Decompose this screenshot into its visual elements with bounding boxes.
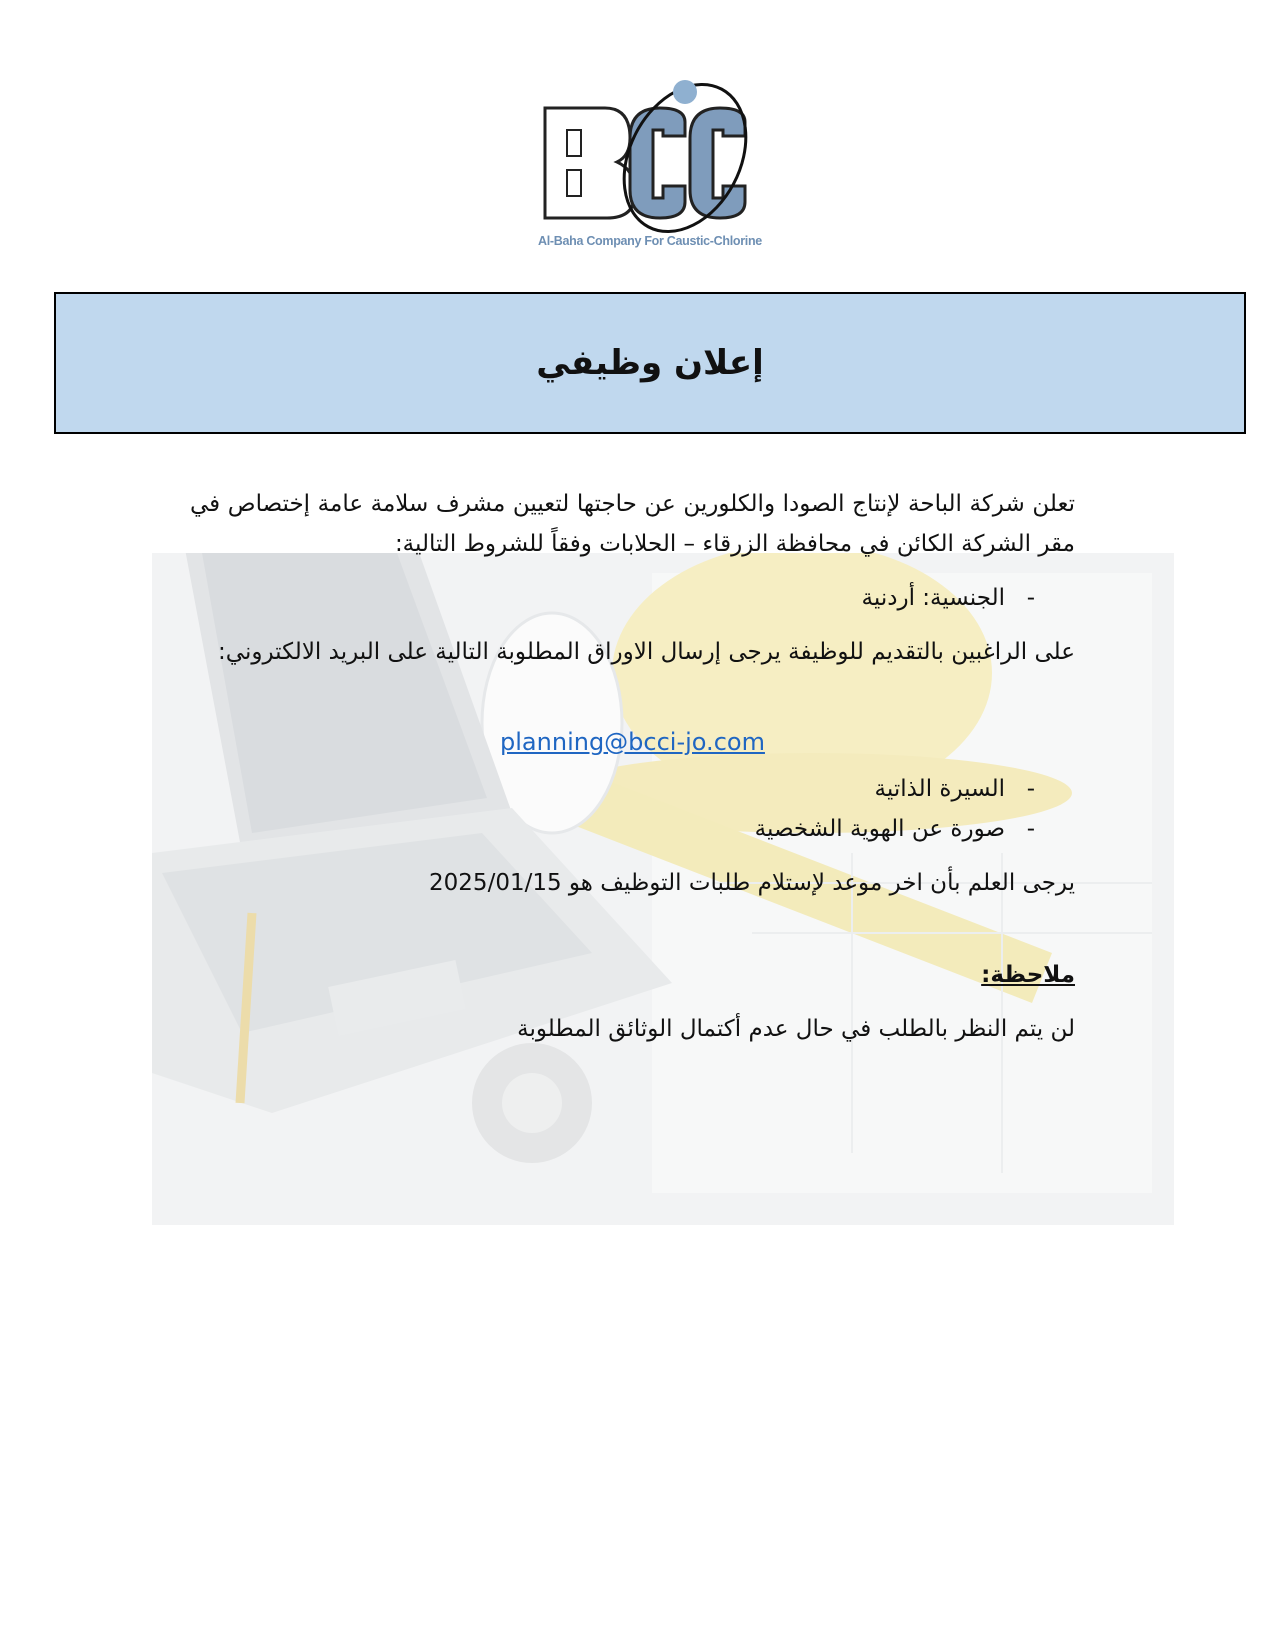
email-link[interactable]: planning@bcci-jo.com	[500, 728, 765, 756]
apply-instruction: على الراغبين بالتقديم للوظيفة يرجى إرسال الاوراق المطلوبة التالية على البريد الالكتروني:	[218, 639, 1075, 665]
title-banner	[54, 292, 1246, 434]
deadline-text: يرجى العلم بأن اخر موعد لإستلام طلبات التوظيف هو 2025/01/15	[429, 870, 1075, 896]
note-text: لن يتم النظر بالطلب في حال عدم أكتمال الوثائق المطلوبة	[517, 1016, 1075, 1042]
company-logo	[535, 78, 765, 268]
bullet-dash: -	[1026, 816, 1035, 842]
company-name: Al-Baha Company For Caustic-Chlorine	[538, 234, 762, 248]
intro-paragraph: تعلن شركة الباحة لإنتاج الصودا والكلورين عن حاجتها لتعيين مشرف سلامة عامة إختصاص في مقر الشركة الكائن في محافظة الزرقاء – الحلابات وفقاً للشروط التالية:	[190, 491, 1075, 557]
document-item	[190, 809, 1075, 849]
condition-item	[190, 578, 1075, 618]
document-item	[190, 769, 1075, 809]
announcement-body	[190, 484, 1075, 1049]
document-id-copy: صورة عن الهوية الشخصية	[754, 816, 1005, 842]
note-heading: ملاحظة:	[981, 962, 1075, 988]
page-title: إعلان وظيفي	[536, 343, 764, 383]
email-line	[190, 722, 1075, 763]
document-cv: السيرة الذاتية	[874, 776, 1005, 802]
bullet-dash: -	[1026, 776, 1035, 802]
bullet-dash: -	[1026, 585, 1035, 611]
condition-nationality: الجنسية: أردنية	[861, 585, 1005, 611]
